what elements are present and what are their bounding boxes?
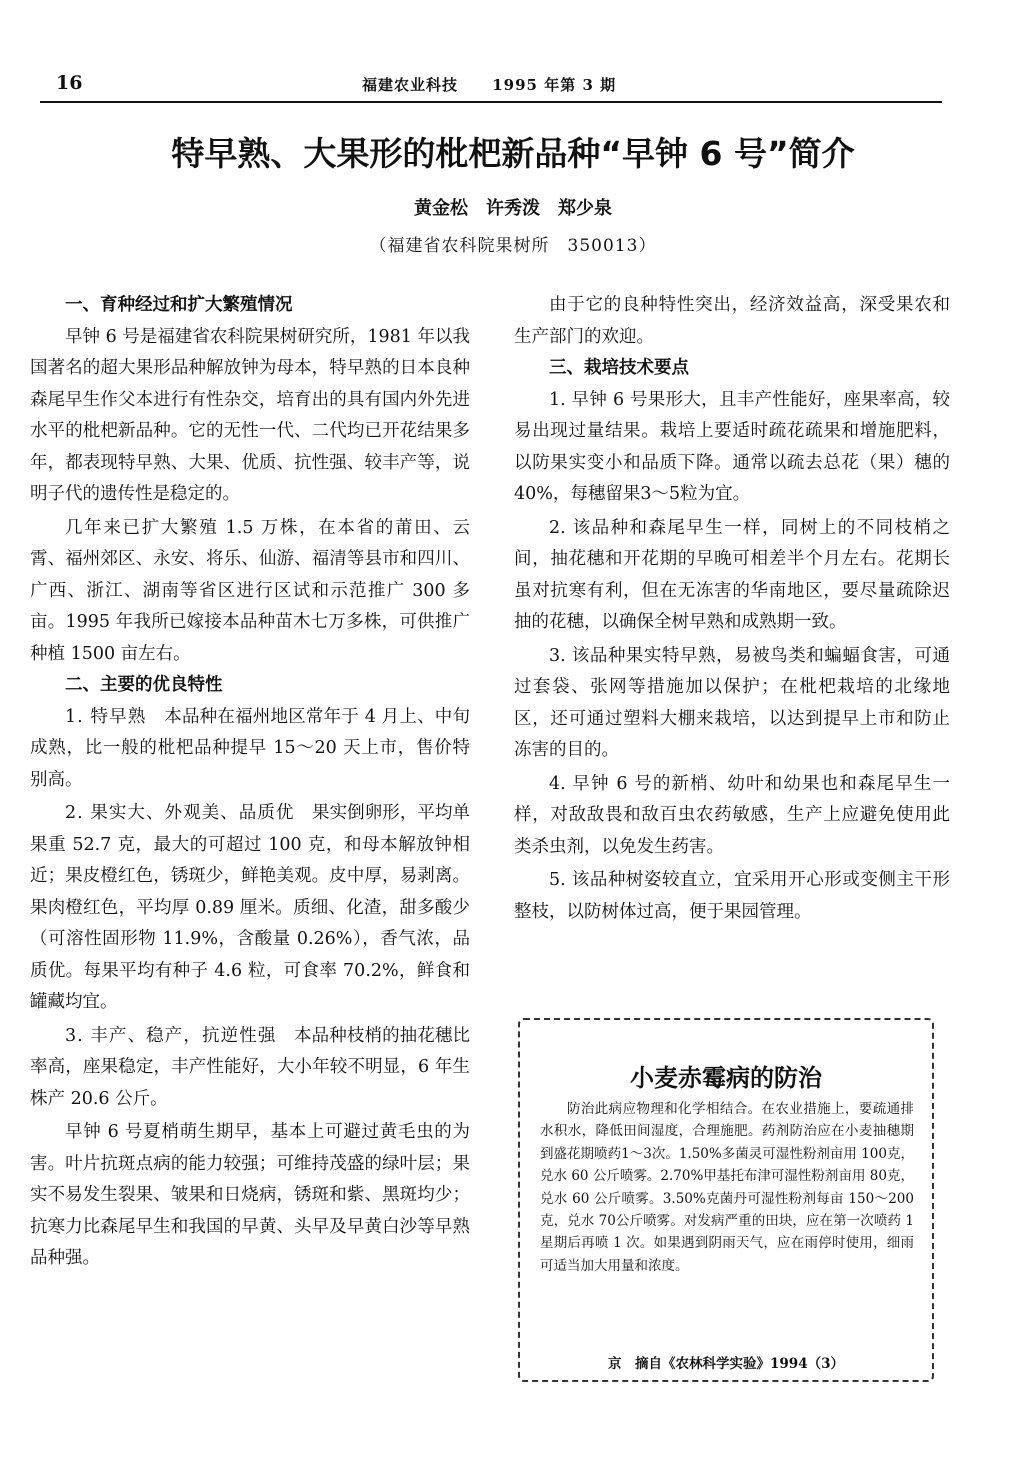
header-rule (40, 101, 942, 103)
feature-text: 果实倒卵形，平均单果重 52.7 克，最大的可超过 100 克，和母本解放钟相近；果皮橙红色，锈斑少，鲜艳美观。皮中厚，易剥离。果肉橙红色，平均厚 0.89 厘米。质细、化渣，甜多酸少（可溶性固形物 11.9%，含酸量 0.26%），香气浓，品质优。每果平均有种子 4.6 粒，可食率 70.2%，鲜食和罐藏均宜。 (30, 803, 470, 1012)
section-1-heading: 一、育种经过和扩大繁殖情况 (65, 295, 293, 315)
feature-text: 本品种在福州地区常年于 4 月上、中旬成熟，比一般的枇杷品种提早 15～20 天上市，售价特别高。 (30, 706, 470, 790)
box-title: 小麦赤霉病的防治 (630, 1064, 822, 1092)
box-paragraph: 防治此病应物理和化学相结合。在农业措施上，要疏通排水积水，降低田间湿度，合理施肥。药剂防治应在小麦抽穗期到盛花期喷药1～3次。1.50%多菌灵可湿性粉剂亩用 100克，兑水 60 公斤喷雾。2.70%甲基托布津可湿性粉剂亩用 80克，兑水 60 公斤喷雾。3.50%克菌丹可湿性粉剂每亩 150～200 克，兑水 70公斤喷雾。对发病严重的田块，应在第一次喷药 1 星期后再喷 1 次。如果遇到阴雨天气，应在雨停时使用，细雨可适当加大用量和浓度。 (540, 1101, 914, 1274)
paragraph: 早钟 6 号夏梢萌生期早，基本上可避过黄毛虫的为害。叶片抗斑点病的能力较强；可维持茂盛的绿叶层；果实不易发生裂果、皱果和日烧病，锈斑和紫、黑斑均少；抗寒力比森尾早生和我国的早黄、头早及早黄白沙等早熟品种强。 (30, 1122, 470, 1268)
issue-label: 1995 年第 3 期 (492, 76, 617, 94)
authors: 黄金松 许秀泼 郑少泉 (414, 198, 612, 219)
tip-3: 3. 该品种果实特早熟，易被鸟类和蝙蝠食害，可通过套袋、张网等措施加以保护；在枇杷栽培的北缘地区，还可通过塑料大棚来栽培，以达到提早上市和防止冻害的目的。 (514, 645, 950, 760)
paragraph: 早钟 6 号是福建省农科院果树研究所，1981 年以我国著名的超大果形品种解放钟为母本，特早熟的日本良种森尾早生作父本进行有性杂交，培育出的具有国内外先进水平的枇杷新品种。它的无性一代、二代均已开花结果多年，都表现特早熟、大果、优质、抗性强、较丰产等，说明子代的遗传性是稳定的。 (30, 326, 470, 504)
feature-item-3 (30, 1021, 470, 1116)
feature-lead: 2. 果实大、外观美、品质优 (65, 803, 295, 823)
feature-text: 本品种枝梢的抽花穗比率高，座果稳定，丰产性能好，大小年较不明显，6 年生株产 20.6 公斤。 (30, 1025, 471, 1109)
section-2-heading: 二、主要的优良特性 (65, 675, 223, 695)
tip-5: 5. 该品种树姿较直立，宜采用开心形或变侧主干形整枝，以防树体过高，便于果园管理。 (514, 870, 950, 922)
sidebar-box (518, 1018, 934, 1382)
box-source: 京 摘自《农林科学实验》1994（3） (608, 1356, 844, 1372)
tip-4: 4. 早钟 6 号的新梢、幼叶和幼果也和森尾早生一样，对敌敌畏和敌百虫农药敏感，生产上应避免使用此类杀虫剂，以免发生药害。 (514, 773, 950, 857)
feature-lead: 1. 特早熟 (65, 706, 147, 727)
affiliation: （福建省农科院果树所 350013） (369, 236, 657, 256)
feature-item-1 (30, 702, 470, 797)
tip-1: 1. 早钟 6 号果形大，且丰产性能好，座果率高，较易出现过量结果。栽培上要适时疏花疏果和增施肥料，以防果实变小和品质下降。通常以疏去总花（果）穗的 40%，每穗留果3～5粒为宜。 (514, 389, 950, 504)
box-body (540, 1098, 914, 1277)
tip-2: 2. 该品种和森尾早生一样，同树上的不同枝梢之间，抽花穗和开花期的早晚可相差半个月左右。花期长虽对抗寒有利，但在无冻害的华南地区，要尽量疏除迟抽的花穗，以确保全树早熟和成熟期一致。 (514, 517, 950, 632)
right-column (514, 290, 950, 928)
page-number: 16 (56, 72, 83, 94)
feature-item-2 (30, 798, 470, 1019)
section-3-heading: 三、栽培技术要点 (549, 358, 689, 378)
left-column (30, 290, 470, 1275)
paragraph: 由于它的良种特性突出，经济效益高，深受果农和生产部门的欢迎。 (514, 295, 950, 347)
journal-name: 福建农业科技 (362, 76, 459, 94)
article-title: 特早熟、大果形的枇杷新品种“早钟 6 号”简介 (171, 134, 855, 173)
running-head (362, 74, 644, 95)
feature-lead: 3. 丰产、稳产，抗逆性强 (65, 1025, 277, 1046)
paragraph: 几年来已扩大繁殖 1.5 万株，在本省的莆田、云霄、福州郊区、永安、将乐、仙游、福清等县市和四川、广西、浙江、湖南等省区进行区试和示范推广 300 多亩。1995 年我所已嫁接本品种苗木七万多株，可供推广种植 1500 亩左右。 (30, 517, 470, 664)
